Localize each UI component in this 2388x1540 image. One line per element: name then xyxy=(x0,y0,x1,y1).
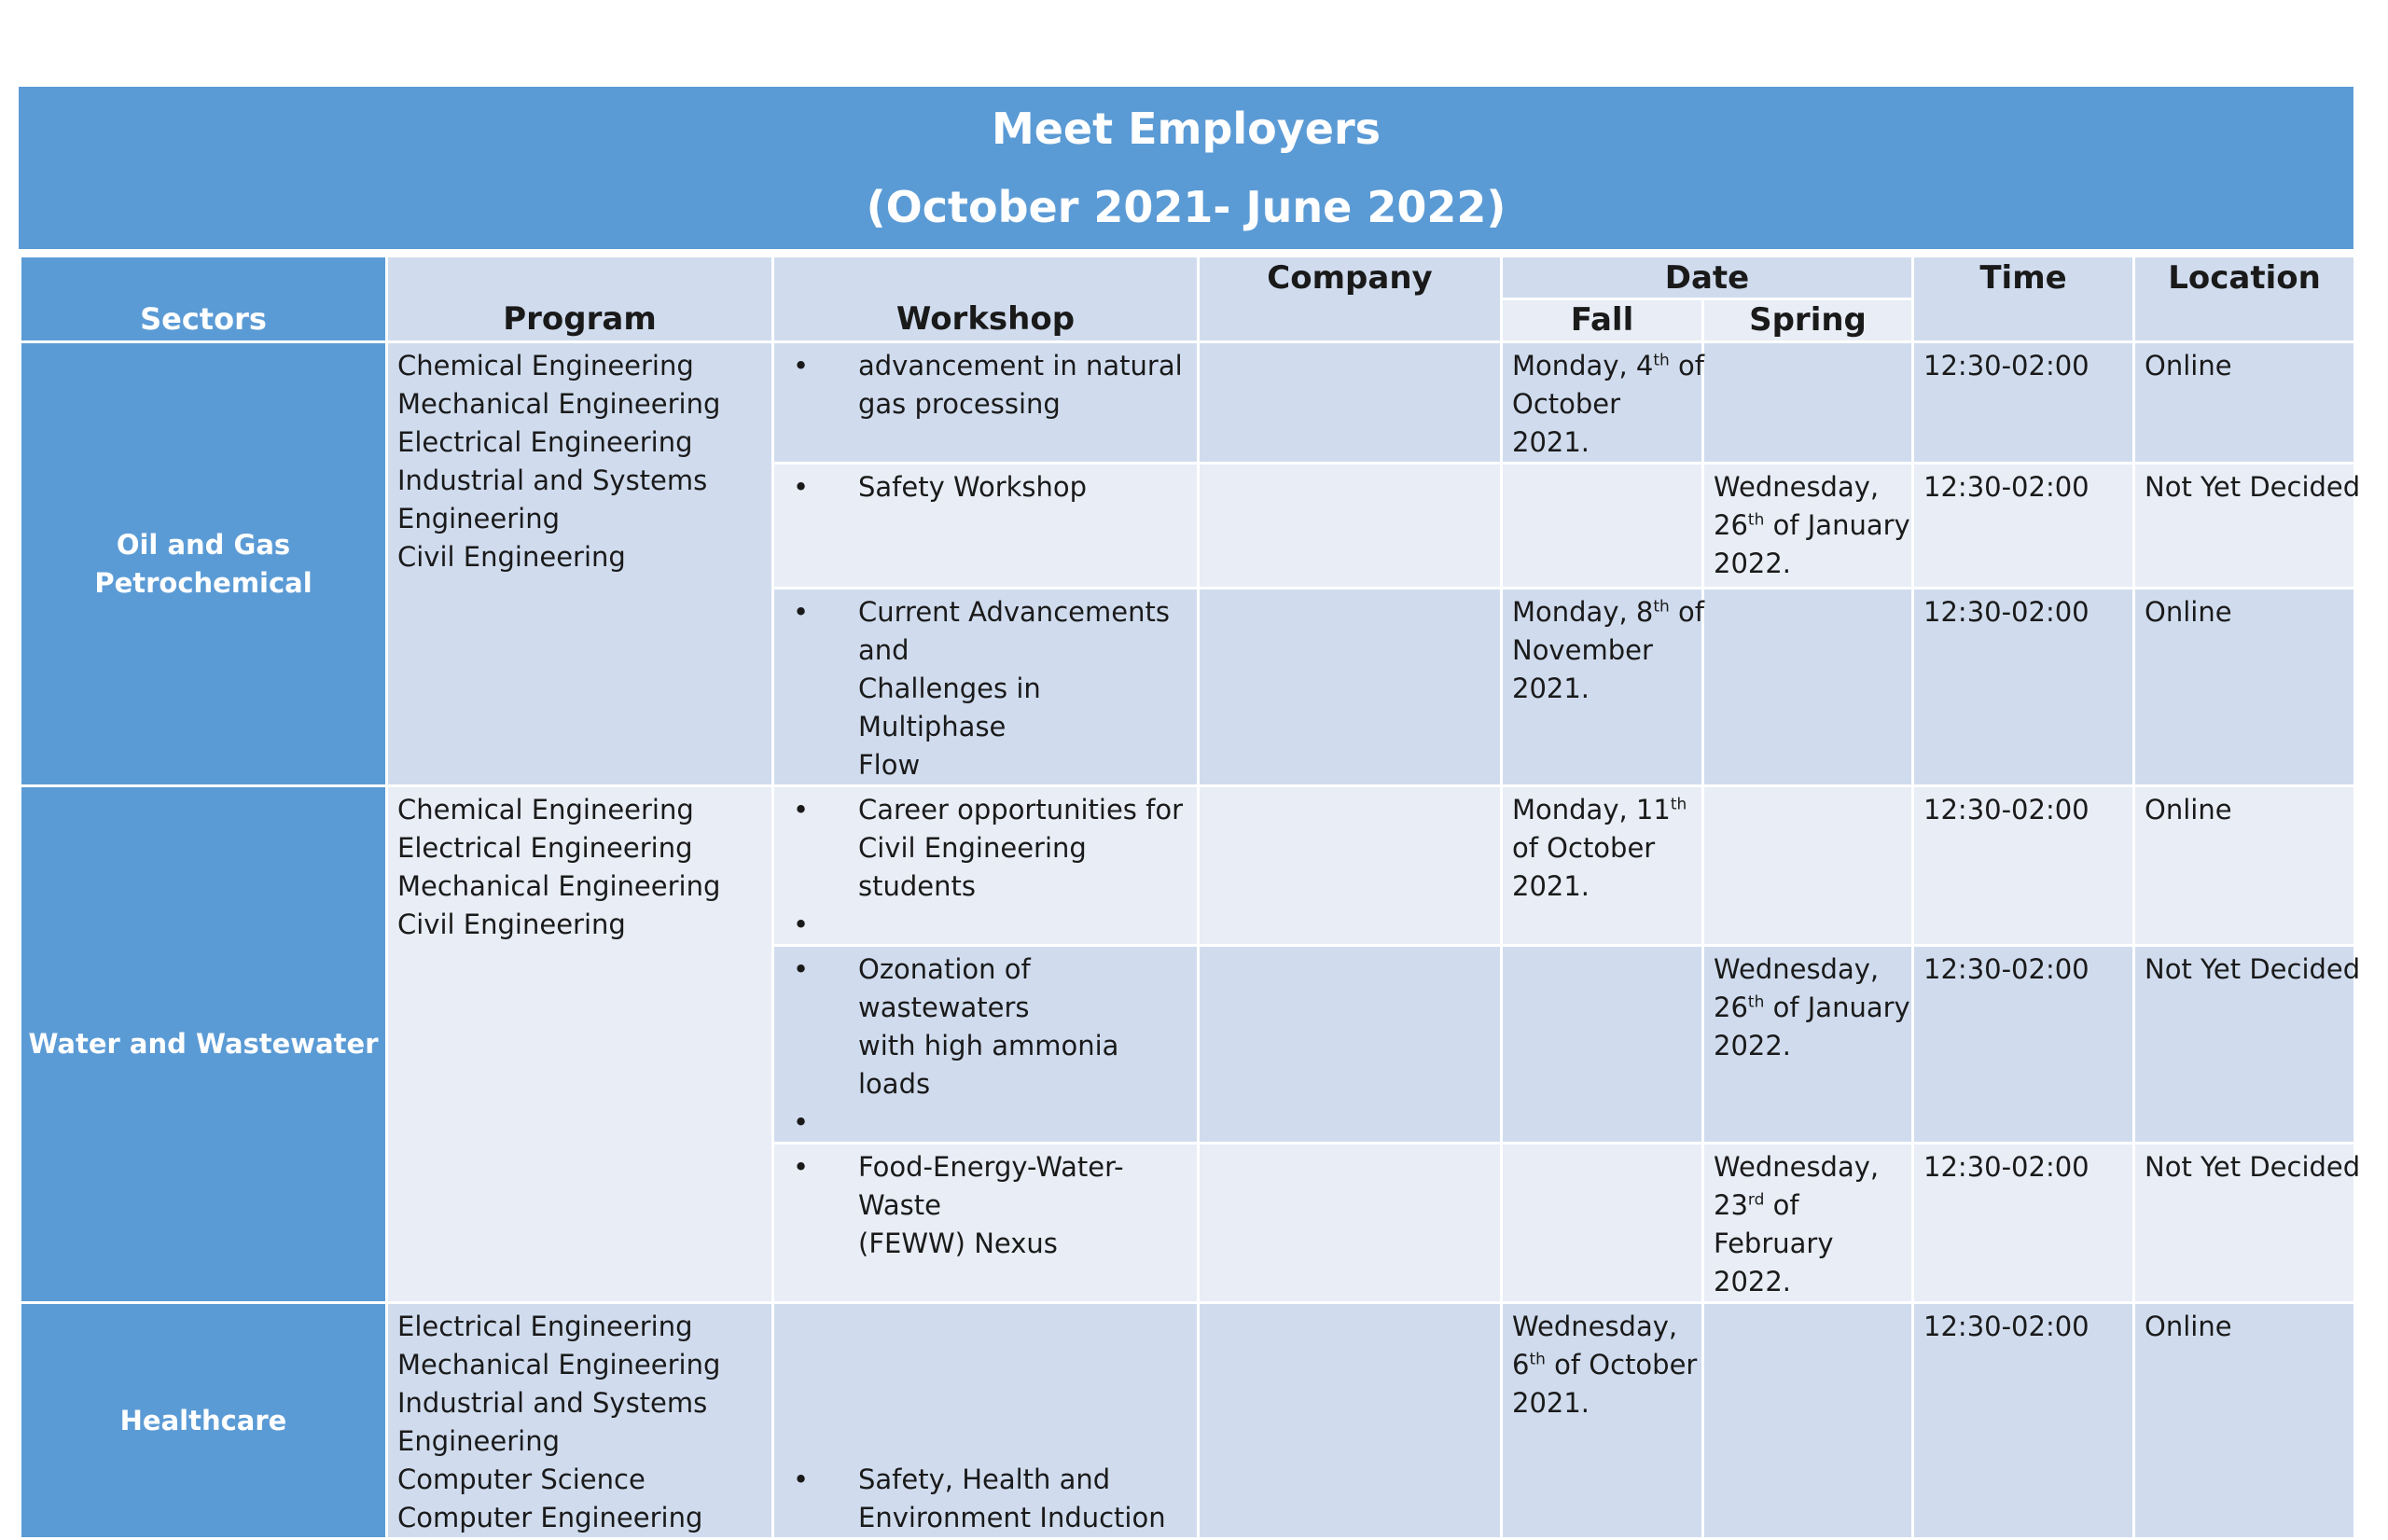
workshop-cell xyxy=(773,342,1199,464)
date-line: February 2022. xyxy=(1714,1228,1834,1297)
date-text: of xyxy=(1669,596,1704,628)
program-item: Mechanical Engineering xyxy=(397,388,721,420)
workshop-item xyxy=(784,347,1187,423)
workshop-item xyxy=(784,791,1187,906)
spring-date-cell xyxy=(1703,946,1913,1144)
company-cell xyxy=(1199,464,1502,589)
location-cell: Online xyxy=(2134,1303,2355,1539)
date-text: 26 xyxy=(1714,509,1748,541)
empty-bullet-item xyxy=(784,1103,1187,1142)
workshop-title-line: Ozonation of wastewaters xyxy=(858,953,1031,1023)
bullet-icon: • xyxy=(793,1151,810,1183)
date-ordinal-suffix: rd xyxy=(1747,1190,1765,1210)
time-cell: 12:30-02:00 xyxy=(1913,946,2134,1144)
date-line xyxy=(1512,791,1692,829)
workshop-title-line: with high ammonia loads xyxy=(858,1030,1119,1100)
bullet-icon: • xyxy=(793,1106,810,1138)
fall-date-cell xyxy=(1502,342,1703,464)
program-item: Industrial and Systems xyxy=(397,1387,708,1419)
workshop-cell xyxy=(773,1144,1199,1303)
table-title: Meet Employers xyxy=(991,104,1381,154)
program-item: Computer Science xyxy=(397,1464,646,1495)
workshop-title-line: Career opportunities for xyxy=(858,794,1184,825)
program-item: Electrical Engineering xyxy=(397,1311,693,1342)
date-ordinal-suffix: th xyxy=(1529,1350,1546,1369)
spring-date-cell xyxy=(1703,1144,1913,1303)
location-cell: Not Yet Decided xyxy=(2134,946,2355,1144)
meet-employers-table-container xyxy=(19,87,2361,1540)
fall-date-cell xyxy=(1502,786,1703,946)
location-cell: Online xyxy=(2134,589,2355,786)
bullet-icon: • xyxy=(793,350,810,382)
spring-date-cell xyxy=(1703,464,1913,589)
spring-date-cell xyxy=(1703,589,1913,786)
workshop-title-line: Food-Energy-Water-Waste xyxy=(858,1151,1124,1221)
table-title-banner xyxy=(19,87,2353,249)
fall-date-cell xyxy=(1502,1303,1703,1539)
date-line: 2022. xyxy=(1714,548,1792,579)
time-cell: 12:30-02:00 xyxy=(1913,342,2134,464)
workshop-title-line: Safety, Health and xyxy=(858,1464,1111,1495)
program-cell xyxy=(387,342,773,786)
date-line: Wednesday, xyxy=(1512,1311,1678,1342)
date-text: Monday, 8 xyxy=(1512,596,1654,628)
company-cell xyxy=(1199,786,1502,946)
header-sectors: Sectors xyxy=(21,257,387,342)
date-line xyxy=(1714,506,1910,545)
company-cell xyxy=(1199,342,1502,464)
empty-bullet-item xyxy=(784,906,1187,944)
header-fall: Fall xyxy=(1502,299,1703,342)
date-line: 2021. xyxy=(1512,870,1590,902)
date-text: of October xyxy=(1545,1349,1698,1380)
sector-name-line: Water and Wastewater xyxy=(28,1028,379,1060)
time-cell: 12:30-02:00 xyxy=(1913,589,2134,786)
date-text: of xyxy=(1764,1189,1799,1221)
date-line: of October xyxy=(1512,832,1656,864)
workshop-cell xyxy=(773,464,1199,589)
date-line: Wednesday, xyxy=(1714,471,1880,503)
workshop-item xyxy=(784,950,1187,1103)
company-cell xyxy=(1199,1303,1502,1539)
program-item: Chemical Engineering xyxy=(397,794,694,825)
sector-name-line: Petrochemical xyxy=(94,566,312,599)
date-text: 23 xyxy=(1714,1189,1748,1221)
bullet-icon: • xyxy=(793,794,810,825)
date-text: Monday, 4 xyxy=(1512,350,1654,382)
workshop-title-line: Environment Induction xyxy=(858,1502,1166,1533)
bullet-icon: • xyxy=(793,596,810,628)
time-cell: 12:30-02:00 xyxy=(1913,1144,2134,1303)
date-line: October 2021. xyxy=(1512,388,1621,458)
company-cell xyxy=(1199,589,1502,786)
fall-date-cell xyxy=(1502,946,1703,1144)
program-item: Chemical Engineering xyxy=(397,350,694,382)
table-row xyxy=(21,786,2355,946)
date-line xyxy=(1714,1186,1902,1225)
program-item: Mechanical Engineering xyxy=(397,1349,721,1380)
table-row xyxy=(21,1303,2355,1539)
date-line xyxy=(1512,347,1704,385)
workshop-title-line: (FEWW) Nexus xyxy=(858,1228,1058,1259)
program-item: Civil Engineering xyxy=(397,909,626,940)
location-cell: Online xyxy=(2134,786,2355,946)
date-text: 26 xyxy=(1714,992,1748,1023)
date-line xyxy=(1714,989,1910,1027)
sector-cell xyxy=(21,1303,387,1539)
header-company: Company xyxy=(1199,257,1502,342)
program-cell xyxy=(387,1303,773,1539)
workshop-title-line: advancement in natural xyxy=(858,350,1183,382)
program-item: Engineering xyxy=(397,503,560,534)
bullet-icon: • xyxy=(793,909,810,940)
workshop-item xyxy=(784,1461,1187,1537)
location-cell: Not Yet Decided xyxy=(2134,1144,2355,1303)
header-time: Time xyxy=(1913,257,2134,342)
date-line xyxy=(1512,1346,1698,1384)
date-text: of January xyxy=(1764,992,1910,1023)
program-item: Mechanical Engineering xyxy=(397,870,721,902)
date-text: Monday, 11 xyxy=(1512,794,1671,825)
sector-name-line: Oil and Gas xyxy=(116,528,291,561)
program-item: Electrical Engineering xyxy=(397,832,693,864)
date-ordinal-suffix: th xyxy=(1653,351,1670,370)
header-program: Program xyxy=(387,257,773,342)
sector-cell xyxy=(21,342,387,786)
workshop-cell xyxy=(773,786,1199,946)
workshop-title-line: Civil Engineering students xyxy=(858,832,1087,902)
date-line: 2021. xyxy=(1512,673,1590,704)
table-row xyxy=(21,342,2355,464)
company-cell xyxy=(1199,1144,1502,1303)
workshop-item xyxy=(784,468,1187,506)
company-cell xyxy=(1199,946,1502,1144)
schedule-table xyxy=(19,255,2361,1540)
date-line xyxy=(1512,593,1704,631)
workshop-cell xyxy=(773,589,1199,786)
date-text: of January xyxy=(1764,509,1910,541)
program-item: Industrial and Systems xyxy=(397,465,708,496)
program-item: Computer Engineering xyxy=(397,1502,703,1533)
header-workshop: Workshop xyxy=(773,257,1199,342)
workshop-title-line: Flow xyxy=(858,749,921,781)
date-line: November xyxy=(1512,634,1653,666)
time-cell: 12:30-02:00 xyxy=(1913,464,2134,589)
date-ordinal-suffix: th xyxy=(1747,510,1765,530)
spring-date-cell xyxy=(1703,342,1913,464)
workshop-title-line: Safety Workshop xyxy=(858,471,1088,503)
header-date: Date xyxy=(1502,257,1913,299)
program-item: Engineering xyxy=(397,1425,560,1457)
date-line: 2021. xyxy=(1512,1387,1590,1419)
workshop-title-line: gas processing xyxy=(858,388,1061,420)
workshop-item xyxy=(784,1148,1187,1263)
date-ordinal-suffix: th xyxy=(1653,597,1670,617)
date-ordinal-suffix: th xyxy=(1670,795,1687,814)
time-cell: 12:30-02:00 xyxy=(1913,786,2134,946)
bullet-icon: • xyxy=(793,953,810,985)
date-line: Wednesday, xyxy=(1714,1151,1880,1183)
program-item: Electrical Engineering xyxy=(397,426,693,458)
sector-cell xyxy=(21,786,387,1303)
spring-date-cell xyxy=(1703,786,1913,946)
date-line: Wednesday, xyxy=(1714,953,1880,985)
date-text: 6 xyxy=(1512,1349,1530,1380)
fall-date-cell xyxy=(1502,1144,1703,1303)
bullet-icon: • xyxy=(793,471,810,503)
location-cell: Online xyxy=(2134,342,2355,464)
program-item: Civil Engineering xyxy=(397,541,626,573)
workshop-title-line: Current Advancements and xyxy=(858,596,1170,666)
date-text: of xyxy=(1669,350,1704,382)
header-location: Location xyxy=(2134,257,2355,342)
workshop-item xyxy=(784,593,1187,784)
spring-date-cell xyxy=(1703,1303,1913,1539)
fall-date-cell xyxy=(1502,589,1703,786)
date-ordinal-suffix: th xyxy=(1747,992,1765,1012)
table-subtitle: (October 2021- June 2022) xyxy=(866,182,1506,232)
sector-name-line: Healthcare xyxy=(119,1404,287,1436)
header-spring: Spring xyxy=(1703,299,1913,342)
workshop-title-line: Challenges in Multiphase xyxy=(858,673,1041,742)
time-cell: 12:30-02:00 xyxy=(1913,1303,2134,1539)
location-cell: Not Yet Decided xyxy=(2134,464,2355,589)
workshop-cell xyxy=(773,1303,1199,1539)
program-cell xyxy=(387,786,773,1303)
date-line: 2022. xyxy=(1714,1030,1792,1061)
fall-date-cell xyxy=(1502,464,1703,589)
bullet-icon: • xyxy=(793,1464,810,1495)
workshop-cell xyxy=(773,946,1199,1144)
